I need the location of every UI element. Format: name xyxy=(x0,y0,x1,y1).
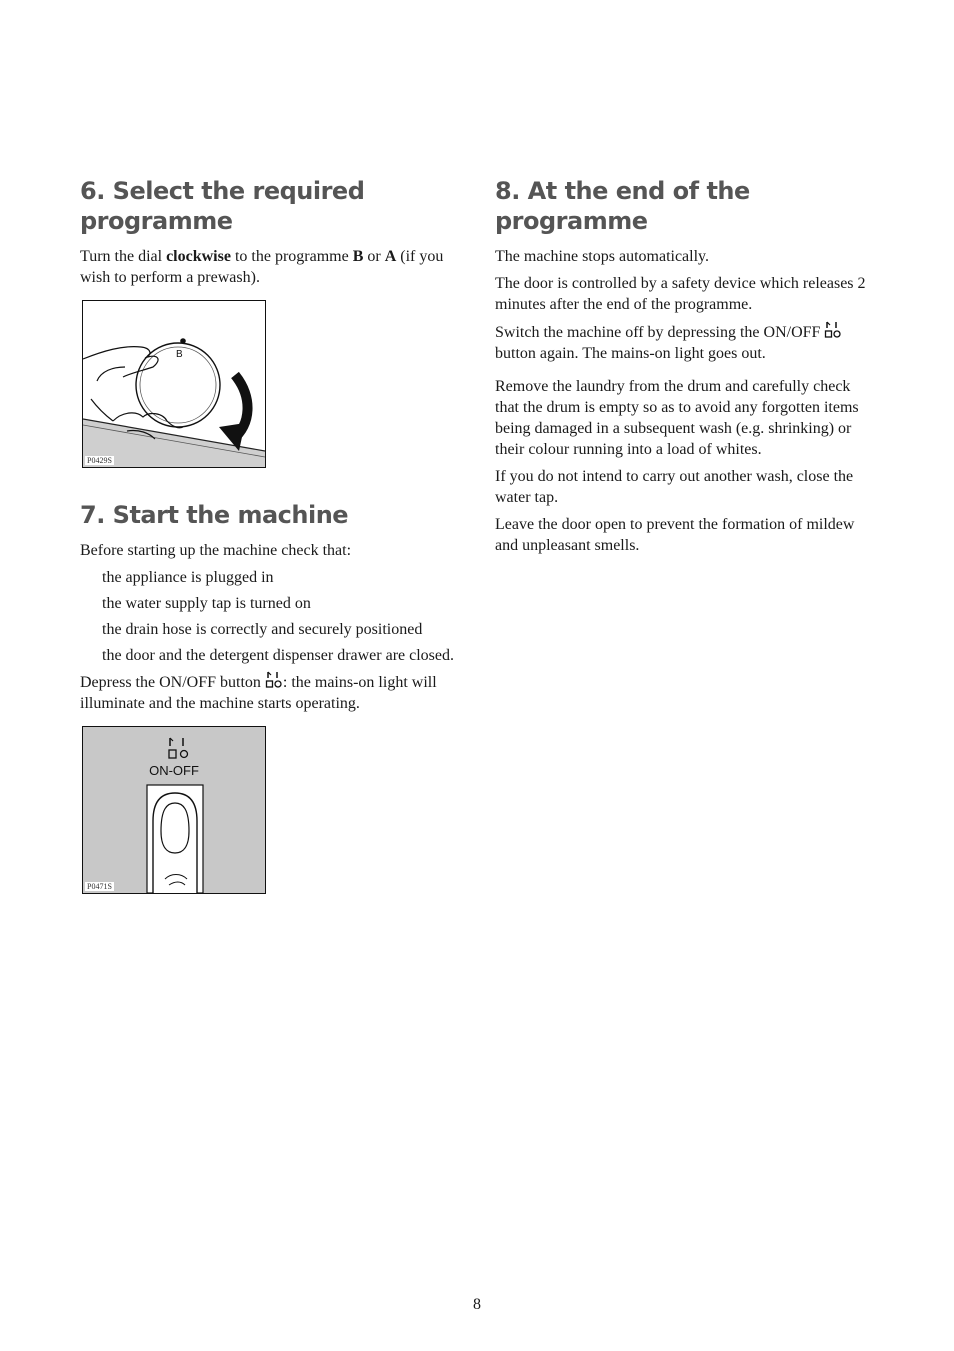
svg-text:B: B xyxy=(176,349,183,360)
section-7-depress: Depress the ON/OFF button : the mains-on light will illuminate and the machine starts operating. xyxy=(80,671,460,714)
check-item: the door and the detergent dispenser drawer are closed. xyxy=(102,647,455,664)
on-off-label: ON-OFF xyxy=(149,763,199,778)
left-column xyxy=(80,176,460,894)
figure-code: P0429S xyxy=(87,456,112,465)
on-off-symbol-icon xyxy=(169,738,188,758)
section-8-paragraph: The machine stops automatically. xyxy=(495,248,710,265)
on-off-icon xyxy=(265,671,283,689)
check-item: the appliance is plugged in xyxy=(102,569,274,586)
right-column xyxy=(495,176,875,562)
section-7-heading: 7. Start the machine xyxy=(80,501,349,529)
section-6-heading: 6. Select the required programme xyxy=(80,177,365,235)
hand-turning-dial-drawing xyxy=(83,301,265,467)
on-off-icon xyxy=(824,321,842,339)
page-number: 8 xyxy=(473,1296,481,1313)
section-8-paragraph: Switch the machine off by depressing the ON/OFF button again. The mains-on light goes out. xyxy=(495,321,875,364)
section-8-heading: 8. At the end of the programme xyxy=(495,177,750,235)
on-off-illustration xyxy=(82,726,266,894)
section-8-paragraph: If you do not intend to carry out another wash, close the water tap. xyxy=(495,468,854,506)
section-8-paragraph: The door is controlled by a safety device which releases 2 minutes after the end of the programme. xyxy=(495,275,866,313)
section-8-paragraph: Leave the door open to prevent the formation of mildew and unpleasant smells. xyxy=(495,516,855,554)
section-7-intro: Before starting up the machine check that: xyxy=(80,542,352,559)
check-item: the drain hose is correctly and securely positioned xyxy=(102,621,423,638)
check-item: the water supply tap is turned on xyxy=(102,595,311,612)
section-8-paragraph: Remove the laundry from the drum and carefully check that the drum is empty so as to avoid any forgotten items being damaged in a subsequent wash (e.g. shrinking) or their colour running into a load of whites. xyxy=(495,378,859,458)
finger-pressing-button-drawing xyxy=(83,727,265,893)
dial-illustration xyxy=(82,300,266,468)
section-6-instruction: Turn the dial clockwise to the programme B or A (if you wish to perform a prewash). xyxy=(80,248,444,286)
figure-code: P0471S xyxy=(87,882,112,891)
